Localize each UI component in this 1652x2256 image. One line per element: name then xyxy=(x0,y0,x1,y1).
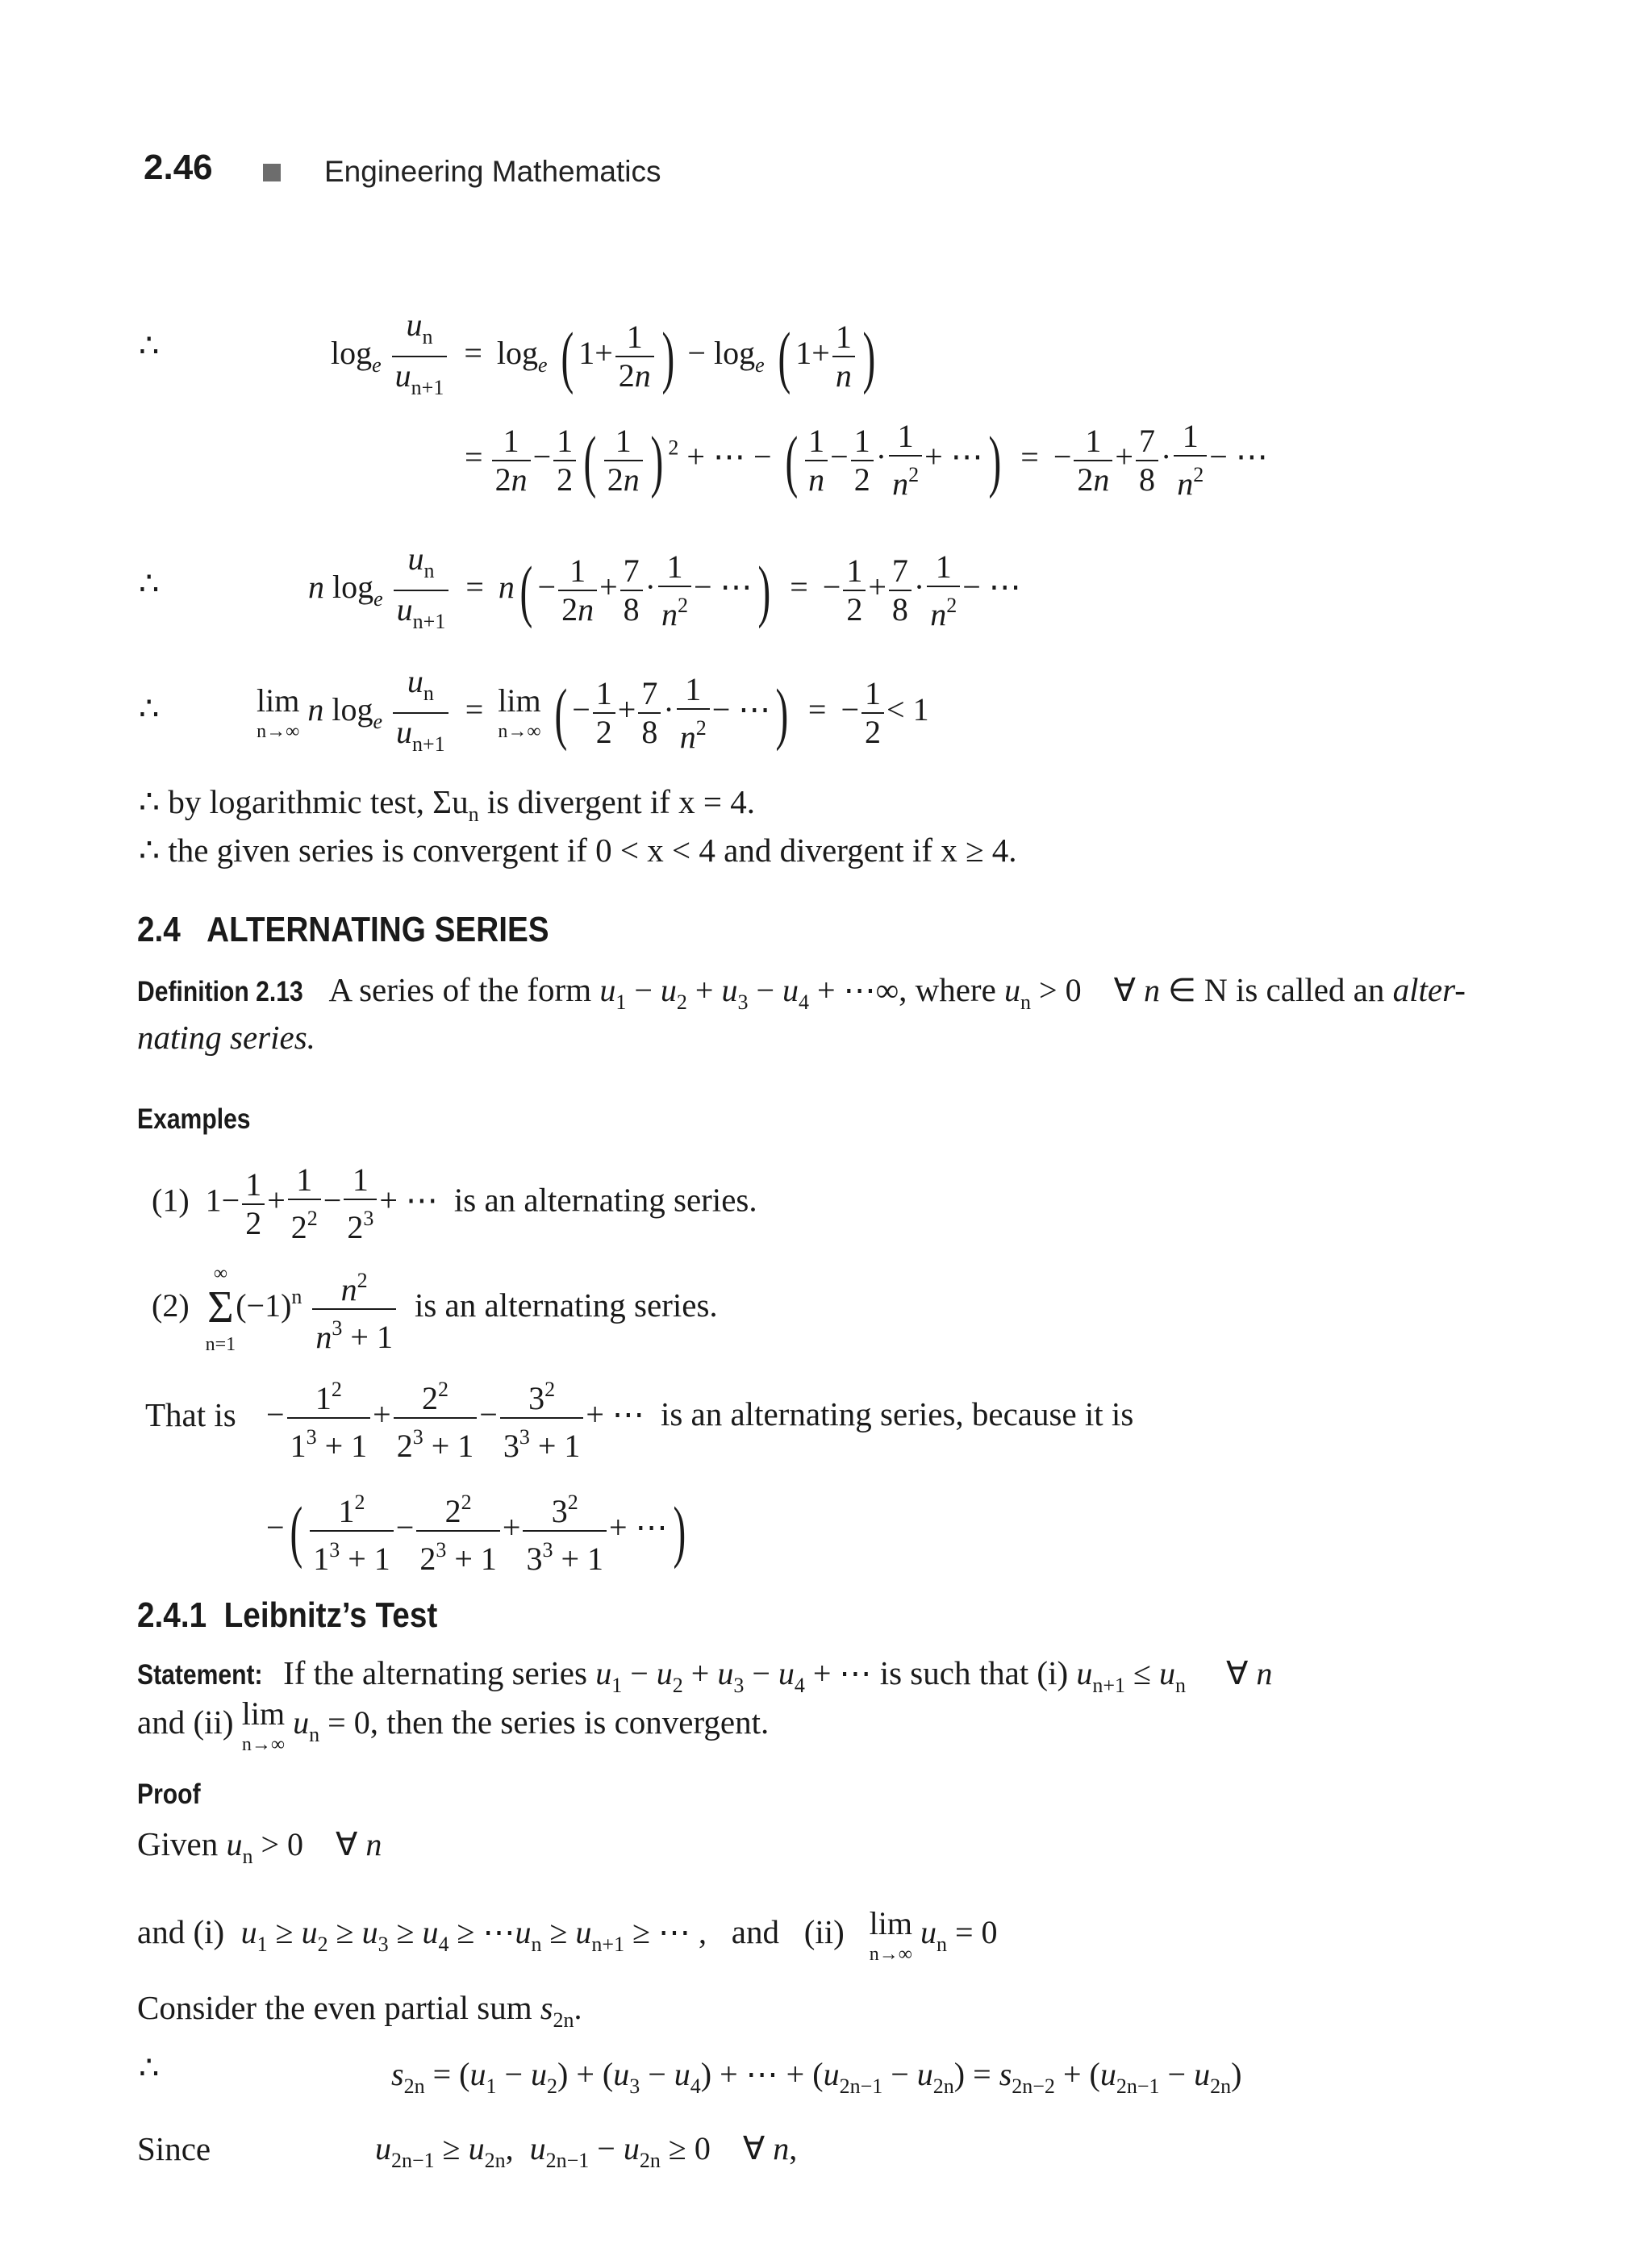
equation-n-log: n $\log_e$ $\frac{u_n}{u_{n+1}}$ = n( − $\frac{1}{2n}$ + $\frac{7}{8}$ · $\frac{1}{n^2}$ − ⋯) = − $\frac{1}{2}$ + $\frac{7}{8}$ · $\frac{1}{n^2}$ − ⋯ xyxy=(308,540,1021,633)
example-factored: −( $\frac{1^2}{1^3 + 1}$ − $\frac{2^2}{2^3 + 1}$ + $\frac{3^2}{3^3 + 1}$ + ⋯) xyxy=(266,1484,690,1578)
equation-log-ratio: $\log_e$ $\frac{u_n}{u_{n+1}}$ = $\log_e$ ( 1+ $\frac{1}{2n}$ ) − $\log_e$ ( 1+ $\frac{1}{n}$ ) xyxy=(331,306,876,399)
example-expanded: − $\frac{1^2}{1^3 + 1}$ + $\frac{2^2}{2^3 + 1}$ − $\frac{3^2}{3^3 + 1}$ + ⋯ is an alternating series, because it is xyxy=(266,1371,1133,1465)
examples-heading: Examples xyxy=(137,1103,251,1135)
equation-partial-sum: $s_{2n} = (u_1 - u_2) + (u_3 - u_4)$ + ⋯ + $(u_{2n-1} - u_{2n}) = s_{2n-2} + (u_{2n-1} - u_{2n})$ xyxy=(391,2056,1242,2098)
therefore-symbol: ∴ xyxy=(139,327,160,364)
equation-since: $u_{2n-1} \ge u_{2n}$, $u_{2n-1} - u_{2n} \ge 0$ ∀ n, xyxy=(375,2130,798,2172)
that-is-label: That is xyxy=(145,1396,236,1433)
therefore-symbol-2: ∴ xyxy=(139,565,160,602)
therefore-symbol-4: ∴ xyxy=(139,2050,160,2086)
definition-line-1: Definition 2.13 A series of the form $u_1 - u_2 + u_3 - u_4$ + ⋯∞, where $u_n > 0$ ∀ n ∈ N is called an alter- xyxy=(137,971,1466,1014)
proof-since: Since xyxy=(137,2130,211,2167)
page-number: 2.46 xyxy=(144,148,213,187)
equation-expansion: = $\frac{1}{2n}$ − $\frac{1}{2}$ ( $\frac{1}{2n}$ ) $^2$ + ⋯ − ( $\frac{1}{n}$ − $\frac{1}{2}$ · $\frac{1}{n^2}$ + ⋯) = − $\frac{1}{2n}$ + $\frac{7}{8}$ · $\frac{1}{n^2}$ − ⋯ xyxy=(465,418,1268,502)
proof-heading: Proof xyxy=(137,1779,201,1810)
section-heading-2-4: 2.4 ALTERNATING SERIES xyxy=(137,910,549,949)
section-heading-2-4-1: 2.4.1 Leibnitz’s Test xyxy=(137,1595,438,1635)
definition-line-2: nating series. xyxy=(137,1019,315,1056)
statement-line-2: and (ii) lim n→∞ $u_n = 0$, then the series is convergent. xyxy=(137,1695,770,1755)
book-title: Engineering Mathematics xyxy=(324,155,661,188)
proof-consider: Consider the even partial sum $s_{2n}$. xyxy=(137,1989,582,2032)
proof-conditions: and (i) $u_1 \ge u_2 \ge u_3 \ge u_4$ ≥ $\cdots u_n \ge u_{n+1}$ ≥ ⋯ , and (ii) lim n→∞ $u_n = 0$ xyxy=(137,1905,998,1965)
conclusion-line-2: ∴ the given series is convergent if 0 < x < 4 and divergent if x ≥ 4. xyxy=(139,832,1017,869)
example-1: (1) 1− $\frac{1}{2}$ + $\frac{1}{2^2}$ − $\frac{1}{2^3}$ + ⋯ is an alternating series. xyxy=(152,1161,757,1245)
equation-limit: lim n→∞ n $\log_e$ $\frac{u_n}{u_{n+1}}$ = lim n→∞ ( − $\frac{1}{2}$ + $\frac{7}{8}$ · $\frac{1}{n^2}$ − ⋯) = − $\frac{1}{2}$ < 1 xyxy=(257,663,929,756)
example-2: (2) ∞ Σ n=1 $(-1)^n$ $\frac{n^2}{n^3 + 1}$ is an alternating series. xyxy=(152,1263,718,1355)
therefore-symbol-3: ∴ xyxy=(139,690,160,727)
statement-line-1: Statement: If the alternating series $u_1 - u_2 + u_3 - u_4$ + ⋯ is such that (i) $u_{n+1} \le u_n$ ∀ n xyxy=(137,1654,1273,1697)
statement-label: Statement: xyxy=(137,1659,263,1691)
conclusion-line-1: ∴ by logarithmic test, $\Sigma u_n$ is divergent if x = 4. xyxy=(139,783,756,826)
header-square-icon xyxy=(263,164,281,181)
definition-label: Definition 2.13 xyxy=(137,976,303,1007)
proof-given: Given $u_n > 0$ ∀ n xyxy=(137,1825,382,1868)
